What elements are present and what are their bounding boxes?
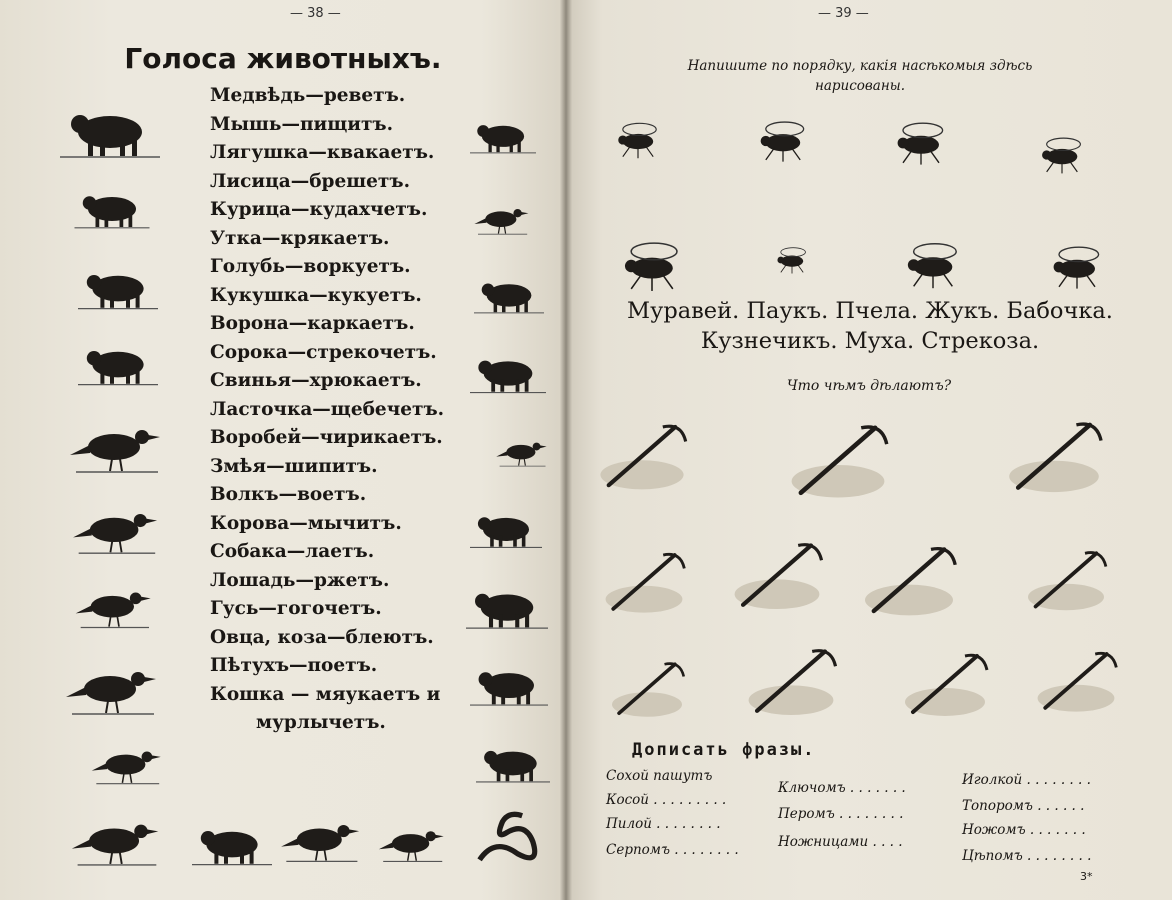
verse-line: Ворона—каркаетъ. — [210, 313, 415, 334]
left-page-number: — 38 — — [290, 6, 341, 21]
verse-line: мурлычетъ. — [256, 712, 386, 733]
insect-names-line: Муравей. Паукъ. Пчела. Жукъ. Бабочка. — [627, 298, 1113, 324]
axe-icon — [738, 636, 844, 722]
verse-line: Курица—кудахчетъ. — [210, 199, 428, 220]
crow-icon — [82, 740, 172, 786]
phrase: Иголкой . . . . . . . . — [962, 772, 1091, 788]
knife-icon — [888, 642, 1002, 722]
instruction — [610, 56, 1110, 96]
fill-in-heading: Дописать фразы. — [632, 740, 816, 760]
verse-line: Ласточка—щебечетъ. — [210, 398, 445, 420]
insect-names-line: Кузнечикъ. Муха. Стрекоза. — [700, 328, 1040, 354]
scythe-icon — [780, 410, 896, 506]
dog-icon — [466, 578, 548, 634]
verse-line: Утка—крякаетъ. — [210, 227, 390, 249]
beetle-icon — [1030, 240, 1124, 294]
verse-line: Пѣтухъ—поетъ. — [210, 655, 378, 676]
pig-icon — [192, 818, 272, 868]
verse-line: Собака—лаетъ. — [210, 541, 375, 562]
verse-line: Сорока—стрекочетъ. — [210, 341, 437, 363]
page-title: Голоса животныхъ. — [124, 42, 442, 75]
verse-line: Кошка — мяукаетъ и — [210, 683, 441, 705]
grasshopper-icon — [872, 236, 994, 294]
cuckoo-icon — [62, 656, 162, 718]
cow-icon — [470, 654, 548, 714]
phrase: Косой . . . . . . . . . — [606, 792, 727, 808]
saw-icon — [998, 408, 1110, 500]
phrase: Пилой . . . . . . . . — [606, 816, 721, 832]
bear-icon — [60, 100, 160, 160]
horse-icon — [470, 500, 542, 556]
phrase: Ножницами . . . . — [778, 834, 903, 850]
verse-line: Воробей—чирикаетъ. — [210, 427, 443, 448]
animal-voices-verse — [210, 82, 450, 738]
verse-line: Лисица—брешетъ. — [210, 170, 411, 192]
verse-line: Лягушка—квакаетъ. — [210, 142, 435, 163]
verse-line: Гусь—гогочетъ. — [210, 598, 382, 619]
instruction-line: нарисованы. — [814, 78, 906, 94]
signature-mark: 3* — [1080, 870, 1093, 883]
dragonfly-icon — [600, 234, 704, 298]
bee-icon — [740, 110, 826, 172]
phrase: Ножомъ . . . . . . . — [962, 822, 1086, 838]
sheep-icon — [474, 266, 544, 322]
scissors-icon — [1010, 540, 1122, 616]
sickle-icon — [596, 528, 692, 632]
spider-icon — [876, 106, 966, 180]
verse-line: Корова—мычитъ. — [210, 512, 402, 534]
cat-icon — [470, 102, 536, 168]
sparrow-icon — [376, 818, 448, 866]
phrase: Сохой пашутъ — [606, 768, 713, 784]
fox-icon — [78, 336, 158, 390]
swallow-icon — [276, 812, 366, 864]
phrase: Ключомъ . . . . . . . — [778, 780, 906, 796]
snake-icon — [472, 806, 548, 868]
instruction-line: Напишите по порядку, какія насѣкомыя здѣсь — [687, 58, 1033, 74]
mice-icon — [62, 185, 162, 230]
wolf-icon — [476, 732, 550, 792]
ant-icon — [1000, 132, 1124, 178]
plough-icon — [590, 408, 694, 500]
phrase: Топоромъ . . . . . . — [962, 798, 1085, 814]
verse-line: Лошадь—ржетъ. — [210, 569, 390, 591]
verse-line: Змѣя—шипитъ. — [210, 455, 378, 477]
magpie-icon — [68, 806, 164, 872]
key-icon — [724, 526, 830, 620]
duck-icon — [66, 500, 166, 556]
question-heading: Что чѣмъ дѣлаютъ? — [786, 378, 952, 394]
flail-icon — [1028, 636, 1124, 722]
fly-icon — [764, 232, 820, 288]
quill-icon — [854, 530, 964, 626]
needle-icon — [592, 652, 702, 722]
phrase: Цѣпомъ . . . . . . . . — [962, 848, 1092, 864]
verse-line: Волкъ—воетъ. — [210, 484, 367, 505]
verse-line: Мышь—пищитъ. — [210, 113, 394, 135]
phrase: Перомъ . . . . . . . . — [778, 806, 904, 822]
goose-icon — [494, 418, 550, 484]
butterfly-icon — [600, 104, 676, 176]
hen-icon — [66, 414, 166, 476]
book-spine — [560, 0, 572, 900]
phrase: Серпомъ . . . . . . . . — [606, 842, 739, 858]
verse-line: Овца, коза—блеютъ. — [210, 626, 434, 648]
verse-line: Свинья—хрюкаетъ. — [210, 370, 422, 391]
rooster-icon — [472, 188, 532, 248]
goat-icon — [470, 340, 546, 404]
verse-line: Медвѣдь—реветъ. — [210, 85, 406, 106]
pigeon-icon — [66, 580, 162, 630]
right-page-number: — 39 — — [818, 6, 869, 21]
verse-line: Голубь—воркуетъ. — [210, 256, 411, 277]
frog-icon — [78, 262, 158, 312]
verse-line: Кукушка—кукуетъ. — [210, 284, 422, 306]
